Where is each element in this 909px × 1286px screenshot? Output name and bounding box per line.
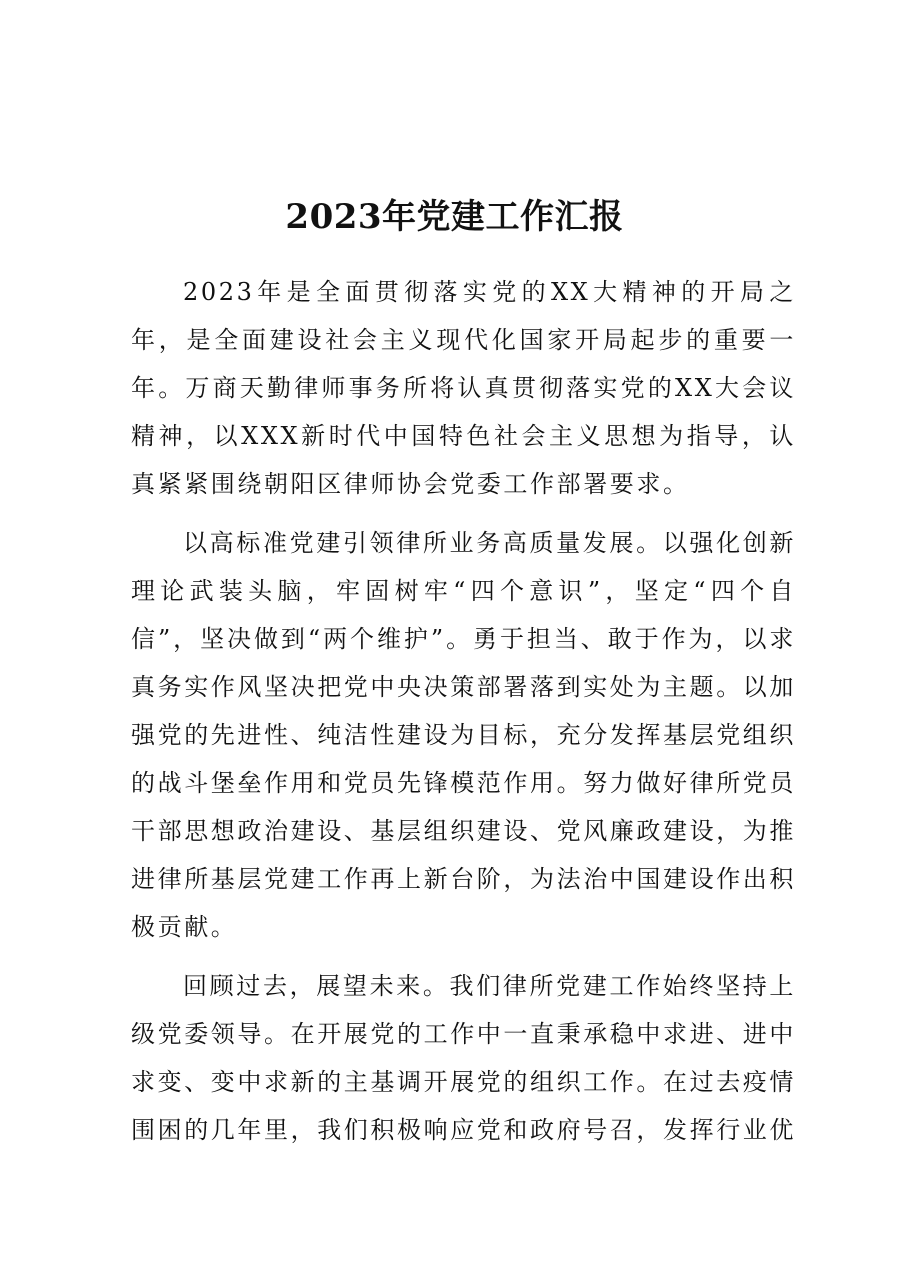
- document-body: [131, 268, 796, 1154]
- paragraph-intro: 2023年是全面贯彻落实党的XX大精神的开局之年，是全面建设社会主义现代化国家开局起步的重要一年。万商天勤律师事务所将认真贯彻落实党的XX大会议精神，以XXX新时代中国特色社会主义思想为指导，认真紧紧围绕朝阳区律师协会党委工作部署要求。: [131, 278, 796, 498]
- document-title: 2023年党建工作汇报: [285, 197, 624, 237]
- paragraph-party-building-goals: 以高标准党建引领律所业务高质量发展。以强化创新理论武装头脑，牢固树牢“四个意识”，坚定“四个自信”，坚决做到“两个维护”。勇于担当、敢于作为，以求真务实作风坚决把党中央决策部署落到实处为主题。以加强党的先进性、纯洁性建设为目标，充分发挥基层党组织的战斗堡垒作用和党员先锋模范作用。努力做好律所党员干部思想政治建设、基层组织建设、党风廉政建设，为推进律所基层党建工作再上新台阶，为法治中国建设作出积极贡献。: [131, 529, 796, 941]
- paragraph-review: 回顾过去，展望未来。我们律所党建工作始终坚持上级党委领导。在开展党的工作中一直秉承稳中求进、进中求变、变中求新的主基调开展党的组织工作。在过去疫情围困的几年里，我们积极响应党和政府号召，发挥行业优: [131, 972, 796, 1144]
